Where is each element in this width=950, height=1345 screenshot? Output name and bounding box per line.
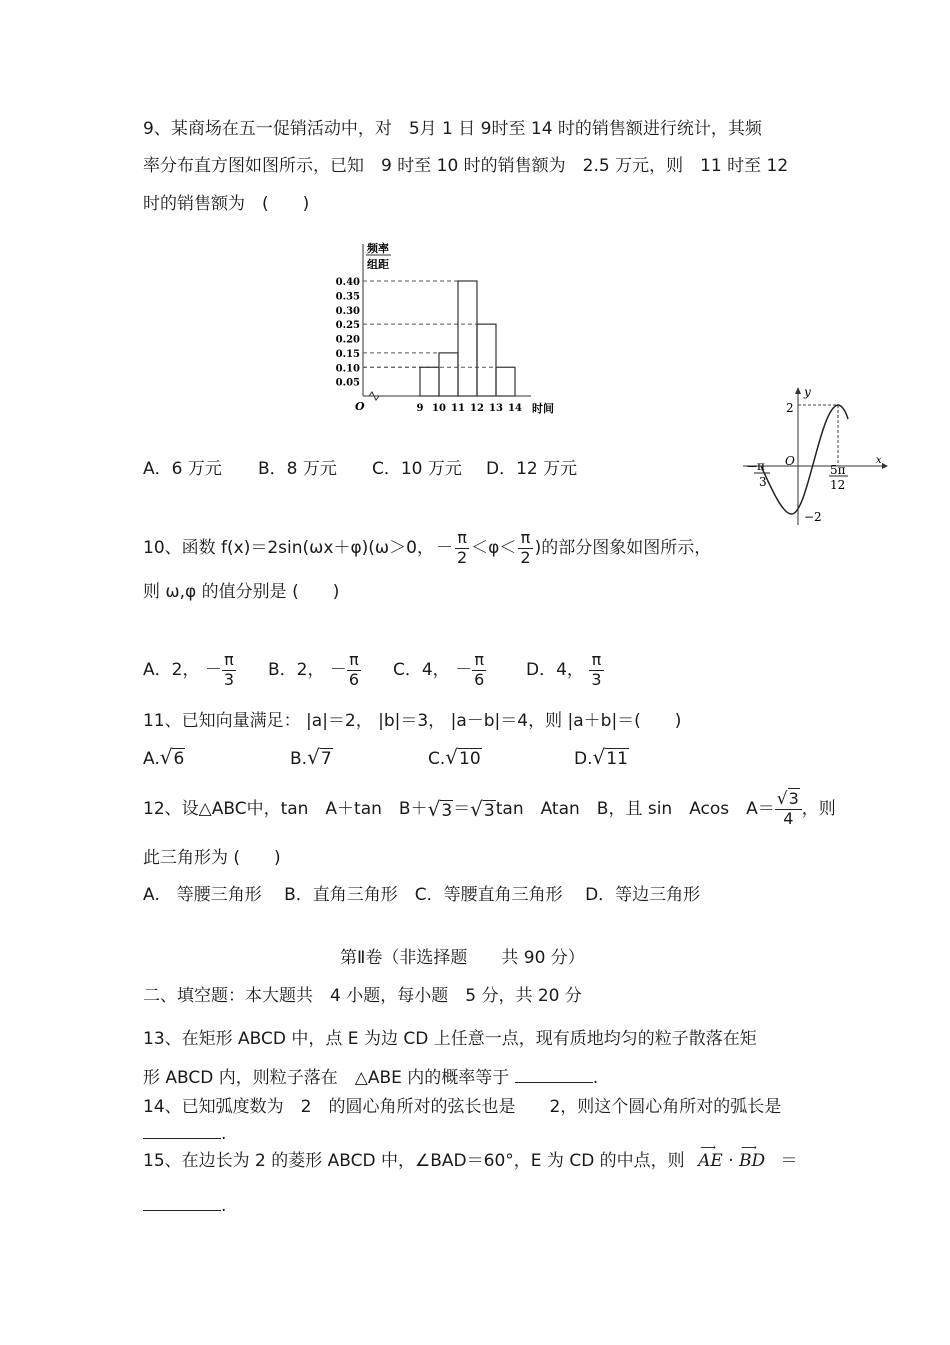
x-axis-arrow-icon: [882, 463, 888, 469]
q15-vector-ae: [698, 1141, 770, 1171]
q10-frac-left: [455, 529, 469, 567]
sqrt-value: 11: [606, 749, 628, 769]
y-tick-label: 0.25: [335, 320, 360, 332]
x-tick-label: 14: [508, 403, 522, 414]
opt-frac: [222, 651, 236, 689]
q14-answer-blank[interactable]: [143, 1124, 221, 1139]
opt-label: D.: [574, 749, 593, 769]
frac-den: 6: [474, 669, 485, 689]
q9-line1: 9、某商场在五一促销活动中，对 5月 1 日 9时至 14 时的销售额进行统计，其频: [143, 119, 762, 139]
sqrt: √7: [307, 745, 332, 769]
q10-option-a: [143, 650, 236, 690]
y-axis-label: y: [804, 385, 811, 399]
x-tick-label: 11: [451, 403, 465, 414]
q15-line2: [143, 1196, 226, 1215]
histogram-bar: [496, 367, 515, 396]
sqrt: √3: [427, 796, 453, 821]
opt-label: C．4，: [393, 659, 450, 680]
q14-line1: 14、已知弧度数为 2 的圆心角所对的弦长也是 2，则这个圆心角所对的弧长是: [143, 1097, 782, 1117]
x-axis-label: 时间: [532, 402, 554, 415]
graph-min-label: −2: [804, 510, 822, 524]
q9-option-b: B．8 万元: [258, 459, 337, 479]
q10-lt: ＜φ＜: [471, 537, 517, 558]
sqrt: √3: [776, 788, 799, 809]
graph-left-den: 3: [759, 475, 767, 489]
histogram-bar: [420, 367, 439, 396]
q9-option-a: A．6 万元: [143, 459, 222, 479]
histogram-chart: [325, 238, 565, 418]
y-axis-arrow-icon: [795, 387, 801, 394]
frac-num: π: [455, 529, 469, 548]
q12-frac: [775, 790, 802, 829]
q13-answer-blank[interactable]: [515, 1068, 593, 1083]
frac-num: π: [589, 651, 603, 670]
opt-label: A．2，: [143, 659, 200, 680]
opt-label: B.: [290, 749, 308, 769]
opt-frac: [472, 651, 486, 689]
q10-frac-right: [518, 529, 532, 567]
sqrt: √3: [470, 796, 495, 821]
q12-part1: 12、设△ABC中，tan A＋tan B＋: [143, 798, 428, 819]
histogram-bar: [439, 353, 458, 396]
q10-option-c: [393, 650, 486, 690]
histogram-bar: [477, 324, 496, 396]
opt-frac: [589, 651, 603, 689]
q15-text: 15、在边长为 2 的菱形 ABCD 中，∠BAD＝60°，E 为 CD 的中点，则: [143, 1151, 685, 1171]
q10-line2: 则 ω,φ 的值分别是 ( ): [143, 582, 340, 602]
q11-term3: |a－b|＝4，则: [450, 711, 563, 731]
opt-label: A.: [143, 749, 160, 769]
q10-option-b: [268, 650, 361, 690]
opt-sign: －: [455, 659, 473, 680]
y-tick-label: 0.35: [335, 291, 360, 303]
sqrt-value: 3: [483, 800, 495, 821]
q15-answer-blank[interactable]: [143, 1196, 221, 1211]
q12-part3: tan Atan B，且 sin Acos A＝: [495, 798, 775, 819]
q11-option-d: [574, 747, 629, 768]
q9-line3: 时的销售额为 ( ): [143, 194, 310, 214]
chart-origin: O: [355, 400, 365, 413]
x-tick-label: 10: [432, 403, 446, 414]
q10-line1: [143, 528, 711, 568]
period: .: [221, 1124, 227, 1144]
section-title: 第Ⅱ卷（非选择题 共 90 分）: [340, 948, 585, 968]
q13-text: 形 ABCD 内，则粒子落在 △ABE 内的概率等于: [143, 1068, 510, 1088]
q10-suffix: )的部分图象如图所示，: [534, 537, 712, 558]
vector: [698, 1141, 723, 1171]
q10-neg: －: [435, 537, 453, 558]
histogram-bar: [458, 281, 477, 396]
frac-num: π: [347, 651, 361, 670]
q12-part4: ，则: [801, 798, 836, 819]
opt-label: C.: [428, 749, 446, 769]
q15-equals: ＝: [780, 1151, 798, 1171]
sqrt-value: 6: [173, 749, 185, 769]
period: .: [221, 1196, 227, 1216]
graph-origin: O: [785, 454, 795, 468]
q11-term4: |a＋b|＝( ): [567, 711, 682, 731]
q11-term2: |b|＝3，: [378, 711, 446, 731]
frac-den: 2: [456, 547, 468, 567]
q11-term1: |a|＝2，: [306, 711, 373, 731]
frac-den: 3: [223, 669, 235, 689]
opt-sign: －: [329, 659, 347, 680]
q13-line1: 13、在矩形 ABCD 中，点 E 为边 CD 上任意一点，现有质地均匀的粒子散落在矩: [143, 1029, 757, 1049]
graph-right-num: 5π: [830, 463, 846, 477]
graph-left-sign: －: [746, 460, 759, 474]
frac-den: 2: [520, 547, 531, 567]
x-tick-label: 9: [416, 403, 424, 414]
y-tick-label: 0.15: [335, 348, 360, 360]
q12-line2: 此三角形为 ( ): [143, 848, 281, 868]
sine-graph: [740, 385, 890, 530]
vector-label: AE: [698, 1151, 723, 1171]
vector-label: BD: [739, 1151, 766, 1171]
sine-curve: [761, 405, 848, 514]
sqrt: √11: [592, 745, 628, 769]
q11-prefix: 11、已知向量满足：: [143, 711, 301, 731]
q9-option-d: D．12 万元: [486, 459, 578, 479]
sqrt: √6: [159, 745, 185, 769]
q14-line2: [143, 1124, 226, 1143]
sqrt: √10: [445, 745, 481, 769]
q10-prefix: 10、函数 f(x)＝2sin(ωx＋φ)(ω＞0，: [143, 537, 434, 558]
frac-num: π: [518, 529, 532, 548]
opt-frac: [347, 651, 361, 689]
period: .: [592, 1068, 599, 1088]
q12-options: A. 等腰三角形 B．直角三角形 C．等腰直角三角形 D．等边三角形: [143, 885, 701, 905]
y-tick-label: 0.10: [335, 363, 360, 375]
graph-left-num: π: [757, 459, 765, 473]
frac-num: π: [472, 651, 486, 670]
sqrt-value: 3: [788, 788, 799, 808]
x-tick-label: 12: [470, 403, 484, 414]
vector-arrow-icon: ⟶: [741, 1141, 757, 1154]
q10-option-d: [526, 650, 604, 690]
y-tick-label: 0.20: [335, 334, 360, 346]
frac-den: 4: [783, 809, 794, 829]
y-tick-label: 0.40: [335, 277, 360, 288]
sqrt-value: 10: [459, 749, 481, 769]
opt-label: D．4，: [526, 659, 584, 680]
x-tick-label: 13: [489, 403, 503, 414]
fill-in-header: 二、填空题：本大题共 4 小题，每小题 5 分，共 20 分: [143, 986, 582, 1006]
frac-den: 3: [591, 669, 602, 689]
q15-line1: [143, 1141, 798, 1171]
q13-line2: [143, 1068, 598, 1087]
frac-den: 6: [348, 669, 360, 689]
graph-max-label: 2: [786, 401, 794, 415]
y-axis-label-bottom: 组距: [367, 258, 389, 271]
frac-num: [775, 790, 802, 811]
opt-label: B．2，: [268, 659, 325, 680]
q11-option-a: [143, 747, 185, 768]
q11-line1: [143, 713, 681, 730]
y-tick-label: 0.30: [335, 305, 360, 317]
q11-option-b: [290, 747, 333, 768]
q9-option-c: C．10 万元: [372, 459, 462, 479]
sqrt-value: 7: [320, 749, 332, 769]
q9-line2: 率分布直方图如图所示，已知 9 时至 10 时的销售额为 2.5 万元，则 11 时至 12: [143, 156, 789, 176]
vector-arrow-icon: ⟶: [700, 1141, 716, 1154]
opt-sign: －: [204, 659, 222, 680]
q12-part2: ＝: [453, 798, 471, 819]
sqrt-value: 3: [441, 800, 453, 821]
vector: [739, 1141, 766, 1171]
dot-operator: ·: [728, 1151, 734, 1171]
x-axis-label: x: [876, 455, 882, 466]
graph-right-den: 12: [830, 478, 846, 492]
q12-line1: [143, 787, 836, 831]
y-axis-label-top: 频率: [367, 242, 389, 255]
y-tick-label: 0.05: [335, 377, 360, 389]
q11-option-c: [428, 747, 482, 768]
frac-num: π: [222, 651, 236, 670]
